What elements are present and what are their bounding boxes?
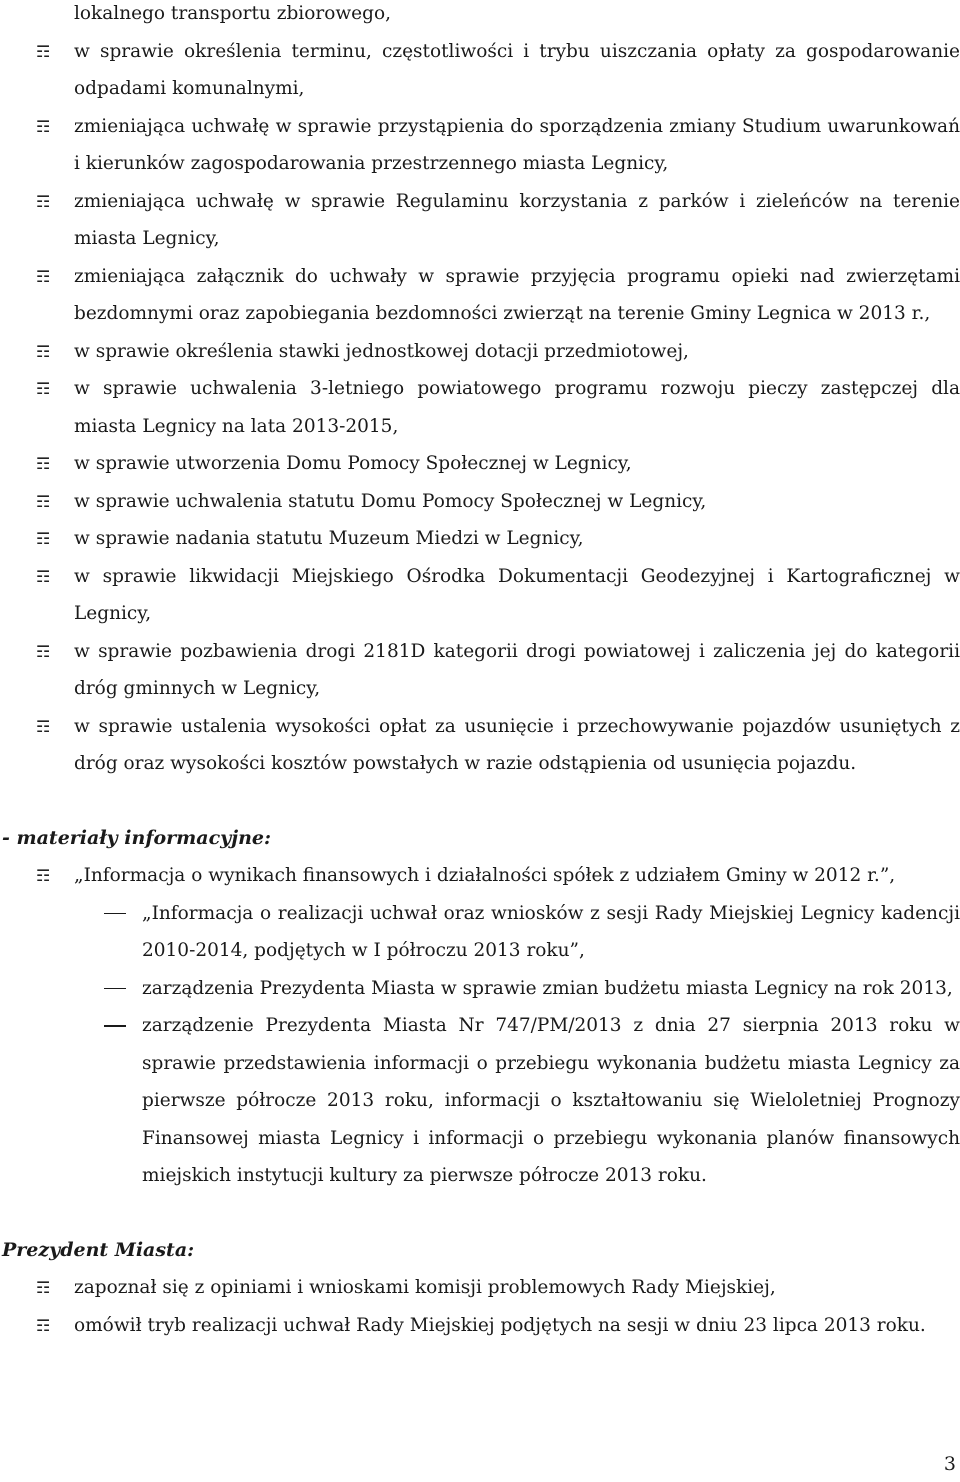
list-item-text: zarządzenie Prezydenta Miasta Nr 747/PM/2013 z dnia 27 sierpnia 2013 roku w sprawie przedstawienia informacji o przebiegu wykonania budżetu miasta Legnicy za pierwsze półrocze 2013 roku, informacji o kształtowaniu się Wieloletniej Prognozy Finansowej miasta Legnicy i informacji o przebiegu wykonania planów finansowych miejskich instytucji kultury za pierwsze półrocze 2013 roku. (142, 1015, 960, 1186)
bullet-icon: ☶ (36, 566, 51, 586)
list-item-text: w sprawie ustalenia wysokości opłat za usunięcie i przechowywanie pojazdów usuniętych z dróg oraz wysokości kosztów powstałych w razie odstąpienia od usunięcia pojazdu. (74, 715, 960, 774)
list-item (0, 1307, 960, 1345)
list-item (0, 183, 960, 258)
list-item (0, 520, 960, 558)
bullet-icon: ☶ (36, 1315, 51, 1335)
dash-icon (104, 1025, 126, 1027)
list-item-text: zmieniająca uchwałę w sprawie Regulaminu korzystania z parków i zieleńców na terenie miasta Legnicy, (74, 190, 960, 249)
info-materials-sublist (0, 895, 960, 1195)
bullet-icon: ☶ (36, 191, 51, 211)
list-item (0, 483, 960, 521)
bullet-icon: ☶ (36, 454, 51, 473)
list-item (0, 1269, 960, 1307)
list-item-text: w sprawie pozbawienia drogi 2181D kategorii drogi powiatowej i zaliczenia jej do kategorii dróg gminnych w Legnicy, (74, 640, 960, 699)
list-item (0, 1007, 960, 1195)
list-item (0, 108, 960, 183)
list-item-text: zapoznał się z opiniami i wnioskami komisji problemowych Rady Miejskiej, (74, 1277, 776, 1298)
bullet-icon: ☶ (36, 1278, 51, 1297)
list-item-text: w sprawie określenia terminu, częstotliwości i trybu uiszczania opłaty za gospodarowanie odpadami komunalnymi, (74, 40, 960, 99)
list-item (0, 895, 960, 970)
bullet-icon: ☶ (36, 379, 51, 398)
list-item-text: „Informacja o realizacji uchwał oraz wniosków z sesji Rady Miejskiej Legnicy kadencji 2010-2014, podjętych w I półroczu 2013 roku”, (142, 902, 960, 961)
list-item-text: w sprawie określenia stawki jednostkowej dotacji przedmiotowej, (74, 340, 689, 362)
bullet-icon: ☶ (36, 116, 51, 136)
list-item-text: w sprawie nadania statutu Muzeum Miedzi w Legnicy, (74, 528, 584, 549)
bullet-icon: ☶ (36, 866, 51, 885)
list-item (0, 708, 960, 783)
info-materials-list (0, 857, 960, 895)
list-item-text: w sprawie uchwalenia 3-letniego powiatowego programu rozwoju pieczy zastępczej dla miasta Legnicy na lata 2013-2015, (74, 378, 960, 437)
list-item (0, 258, 960, 333)
list-item (0, 445, 960, 483)
president-heading: Prezydent Miasta: (2, 1238, 195, 1261)
bullet-icon: ☶ (36, 266, 51, 286)
bullet-icon: ☶ (36, 491, 51, 511)
list-item-text: „Informacja o wynikach finansowych i działalności spółek z udziałem Gminy w 2012 r.”, (74, 865, 896, 886)
info-materials-heading: - materiały informacyjne: (2, 826, 271, 849)
list-item-text: w sprawie utworzenia Domu Pomocy Społecznej w Legnicy, (74, 453, 632, 474)
list-item-text: zmieniająca uchwałę w sprawie przystąpienia do sporządzenia zmiany Studium uwarunkowań i kierunków zagospodarowania przestrzennego miasta Legnicy, (74, 115, 960, 174)
bullet-icon: ☶ (36, 41, 51, 61)
resolutions-list (0, 33, 960, 783)
list-item (0, 333, 960, 371)
list-item-text: omówił tryb realizacji uchwał Rady Miejskiej podjętych na sesji w dniu 23 lipca 2013 roku. (74, 1314, 926, 1336)
list-item (0, 558, 960, 633)
page-number: 3 (943, 1453, 956, 1475)
list-item (0, 857, 960, 895)
list-item (0, 33, 960, 108)
president-list (0, 1269, 960, 1344)
list-item-text: zarządzenia Prezydenta Miasta w sprawie zmian budżetu miasta Legnicy na rok 2013, (142, 977, 953, 999)
dash-icon (104, 913, 126, 915)
list-item (0, 970, 960, 1008)
bullet-icon: ☶ (36, 716, 51, 736)
bullet-icon: ☶ (36, 529, 51, 548)
list-item (0, 370, 960, 445)
dash-icon (104, 988, 126, 990)
list-item (0, 633, 960, 708)
continuation-line: lokalnego transportu zbiorowego, (74, 3, 391, 24)
list-item-text: zmieniająca załącznik do uchwały w sprawie przyjęcia programu opieki nad zwierzętami bezdomnymi oraz zapobiegania bezdomności zwierząt na terenie Gminy Legnica w 2013 r., (74, 265, 960, 324)
bullet-icon: ☶ (36, 341, 51, 361)
list-item-text: w sprawie uchwalenia statutu Domu Pomocy Społecznej w Legnicy, (74, 490, 707, 512)
list-item-text: w sprawie likwidacji Miejskiego Ośrodka Dokumentacji Geodezyjnej i Kartograficznej w Legnicy, (74, 565, 960, 624)
bullet-icon: ☶ (36, 641, 51, 661)
